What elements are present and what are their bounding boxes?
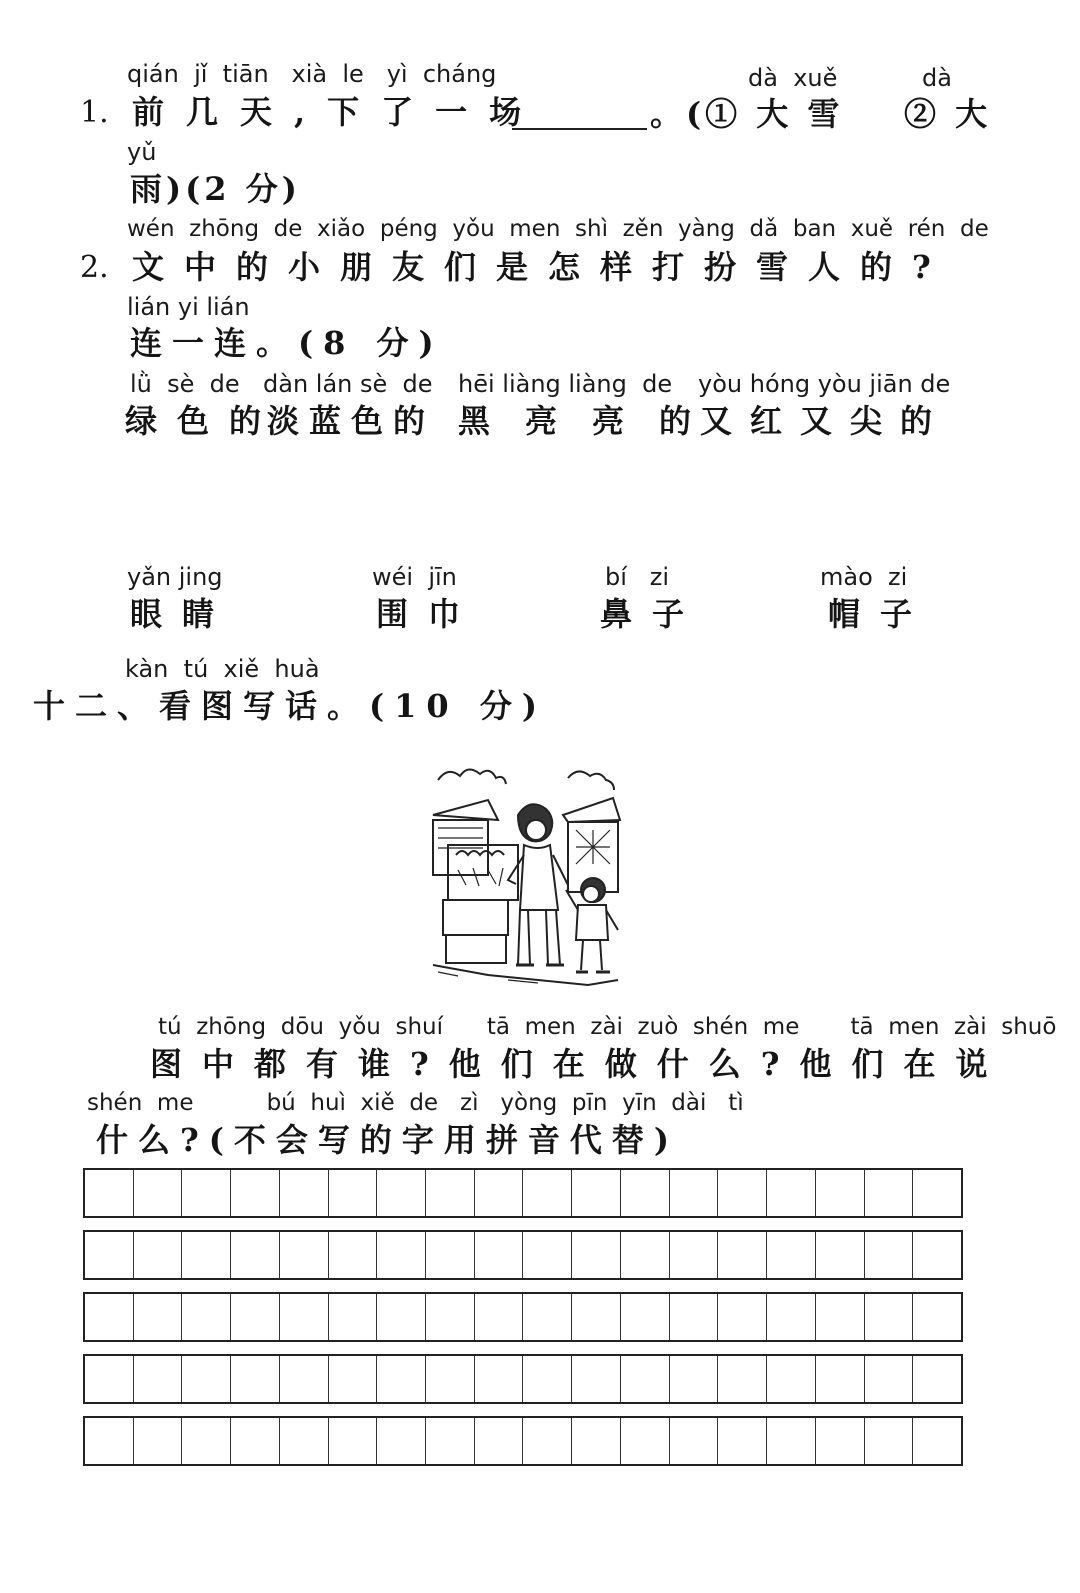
grid-cell[interactable]: [865, 1294, 914, 1340]
adjective-pinyin: yòu hóng yòu jiān de: [698, 370, 951, 398]
grid-cell[interactable]: [816, 1294, 865, 1340]
grid-cell[interactable]: [475, 1418, 524, 1464]
grid-cell[interactable]: [865, 1356, 914, 1402]
q1-option2-pinyin: dà: [922, 64, 952, 92]
grid-cell[interactable]: [670, 1294, 719, 1340]
grid-cell[interactable]: [913, 1294, 961, 1340]
grid-cell[interactable]: [280, 1294, 329, 1340]
grid-cell[interactable]: [767, 1170, 816, 1216]
q1-answer-blank[interactable]: [512, 128, 647, 130]
grid-cell[interactable]: [134, 1294, 183, 1340]
grid-cell[interactable]: [231, 1232, 280, 1278]
q2-wrap-text: 连一连。(8 分): [130, 324, 444, 362]
grid-cell[interactable]: [231, 1418, 280, 1464]
section12-heading: 十二、看图写话。(10 分): [33, 687, 547, 725]
grid-cell[interactable]: [718, 1170, 767, 1216]
grid-cell[interactable]: [426, 1418, 475, 1464]
q2-number: 2.: [80, 250, 109, 285]
grid-cell[interactable]: [718, 1232, 767, 1278]
noun-pinyin: mào zi: [820, 563, 908, 591]
grid-cell[interactable]: [280, 1170, 329, 1216]
grid-cell[interactable]: [572, 1232, 621, 1278]
prompt-text-line2: 什么?(不会写的字用拼音代替): [96, 1121, 680, 1159]
grid-cell[interactable]: [134, 1356, 183, 1402]
grid-cell[interactable]: [523, 1418, 572, 1464]
grid-cell[interactable]: [329, 1170, 378, 1216]
writing-grid[interactable]: [83, 1168, 963, 1478]
grid-cell[interactable]: [329, 1232, 378, 1278]
grid-cell[interactable]: [913, 1418, 961, 1464]
grid-cell[interactable]: [621, 1170, 670, 1216]
grid-cell[interactable]: [85, 1294, 134, 1340]
noun-pinyin: yǎn jing: [127, 563, 223, 591]
grid-cell[interactable]: [621, 1356, 670, 1402]
grid-cell[interactable]: [377, 1356, 426, 1402]
grid-cell[interactable]: [475, 1170, 524, 1216]
grid-cell[interactable]: [767, 1418, 816, 1464]
grid-cell[interactable]: [329, 1356, 378, 1402]
q1-pinyin: qián jǐ tiān xià le yì cháng: [127, 60, 497, 88]
grid-cell[interactable]: [329, 1294, 378, 1340]
noun-word[interactable]: 眼睛: [130, 595, 235, 633]
grid-cell[interactable]: [377, 1418, 426, 1464]
grid-cell[interactable]: [85, 1232, 134, 1278]
grid-cell[interactable]: [767, 1232, 816, 1278]
grid-cell[interactable]: [816, 1170, 865, 1216]
grid-cell[interactable]: [426, 1294, 475, 1340]
prompt-pinyin-line1: tú zhōng dōu yǒu shuí tā men zài zuò shén me tā men zài shuō: [158, 1014, 1057, 1040]
q1-wrap-pinyin: yǔ: [127, 138, 157, 166]
grid-row: [83, 1354, 963, 1404]
grid-cell[interactable]: [280, 1232, 329, 1278]
grid-cell[interactable]: [913, 1170, 961, 1216]
grid-cell[interactable]: [231, 1356, 280, 1402]
grid-cell[interactable]: [231, 1294, 280, 1340]
q1-options: 。(① 大 雪 ② 大: [650, 95, 992, 133]
q1-option1-pinyin: dà xuě: [748, 64, 838, 92]
adjective-word[interactable]: 黑亮亮的: [458, 402, 727, 440]
grid-cell[interactable]: [134, 1232, 183, 1278]
grid-cell[interactable]: [475, 1294, 524, 1340]
grid-cell[interactable]: [231, 1170, 280, 1216]
q1-wrap-text: 雨)(2 分): [130, 170, 301, 208]
grid-cell[interactable]: [572, 1356, 621, 1402]
grid-cell[interactable]: [426, 1232, 475, 1278]
grid-cell[interactable]: [913, 1232, 961, 1278]
grid-cell[interactable]: [718, 1418, 767, 1464]
grid-cell[interactable]: [767, 1294, 816, 1340]
q1-text: 前几天,下了一场: [132, 93, 544, 131]
grid-cell[interactable]: [377, 1294, 426, 1340]
grid-cell[interactable]: [475, 1356, 524, 1402]
grid-cell[interactable]: [572, 1170, 621, 1216]
grid-cell[interactable]: [718, 1294, 767, 1340]
adjective-pinyin: hēi liàng liàng de: [458, 370, 673, 398]
noun-pinyin: wéi jīn: [372, 563, 457, 591]
grid-cell[interactable]: [377, 1232, 426, 1278]
grid-cell[interactable]: [85, 1418, 134, 1464]
adjective-pinyin: lǜ sè de: [130, 370, 240, 398]
grid-cell[interactable]: [134, 1418, 183, 1464]
grid-cell[interactable]: [816, 1232, 865, 1278]
grid-cell[interactable]: [865, 1170, 914, 1216]
grid-cell[interactable]: [85, 1356, 134, 1402]
noun-word[interactable]: 鼻子: [600, 595, 705, 633]
grid-cell[interactable]: [621, 1232, 670, 1278]
q1-number: 1.: [80, 95, 109, 130]
q2-pinyin: wén zhōng de xiǎo péng yǒu men shì zěn yàng dǎ ban xuě rén de: [127, 216, 989, 242]
adjective-word[interactable]: 淡蓝色的: [267, 402, 436, 440]
grid-cell[interactable]: [377, 1170, 426, 1216]
grid-cell[interactable]: [572, 1294, 621, 1340]
adjective-word[interactable]: 又红又尖的: [700, 402, 951, 440]
grid-row: [83, 1230, 963, 1280]
grid-cell[interactable]: [816, 1418, 865, 1464]
grid-cell[interactable]: [182, 1232, 231, 1278]
mother-and-child-illustration: [428, 760, 623, 992]
noun-word[interactable]: 围巾: [376, 595, 481, 633]
grid-cell[interactable]: [85, 1170, 134, 1216]
grid-cell[interactable]: [182, 1356, 231, 1402]
grid-cell[interactable]: [426, 1170, 475, 1216]
grid-cell[interactable]: [523, 1356, 572, 1402]
section12-pinyin: kàn tú xiě huà: [125, 655, 320, 683]
grid-cell[interactable]: [523, 1232, 572, 1278]
grid-cell[interactable]: [182, 1418, 231, 1464]
grid-cell[interactable]: [621, 1294, 670, 1340]
grid-cell[interactable]: [816, 1356, 865, 1402]
q2-text: 文中的小朋友们是怎样打扮雪人的?: [132, 248, 951, 286]
grid-cell[interactable]: [329, 1418, 378, 1464]
grid-cell[interactable]: [621, 1418, 670, 1464]
grid-cell[interactable]: [523, 1170, 572, 1216]
grid-cell[interactable]: [670, 1418, 719, 1464]
grid-cell[interactable]: [426, 1356, 475, 1402]
grid-cell[interactable]: [182, 1170, 231, 1216]
grid-cell[interactable]: [670, 1232, 719, 1278]
noun-pinyin: bí zi: [605, 563, 670, 591]
grid-cell[interactable]: [523, 1294, 572, 1340]
grid-cell[interactable]: [767, 1356, 816, 1402]
grid-cell[interactable]: [913, 1356, 961, 1402]
grid-cell[interactable]: [475, 1232, 524, 1278]
grid-row: [83, 1416, 963, 1466]
prompt-pinyin-line2: shén me bú huì xiě de zì yòng pīn yīn dài tì: [87, 1090, 744, 1116]
grid-cell[interactable]: [572, 1418, 621, 1464]
grid-cell[interactable]: [670, 1170, 719, 1216]
q2-wrap-pinyin: lián yi lián: [127, 293, 250, 321]
grid-cell[interactable]: [865, 1418, 914, 1464]
grid-cell[interactable]: [865, 1232, 914, 1278]
adjective-pinyin: dàn lán sè de: [263, 370, 433, 398]
grid-row: [83, 1168, 963, 1218]
grid-cell[interactable]: [134, 1170, 183, 1216]
adjective-word[interactable]: 绿色的: [125, 402, 282, 440]
grid-row: [83, 1292, 963, 1342]
noun-word[interactable]: 帽子: [828, 595, 933, 633]
grid-cell[interactable]: [718, 1356, 767, 1402]
grid-cell[interactable]: [670, 1356, 719, 1402]
prompt-text-line1: 图中都有谁?他们在做什么?他们在说: [150, 1045, 1008, 1083]
grid-cell[interactable]: [280, 1356, 329, 1402]
grid-cell[interactable]: [280, 1418, 329, 1464]
grid-cell[interactable]: [182, 1294, 231, 1340]
